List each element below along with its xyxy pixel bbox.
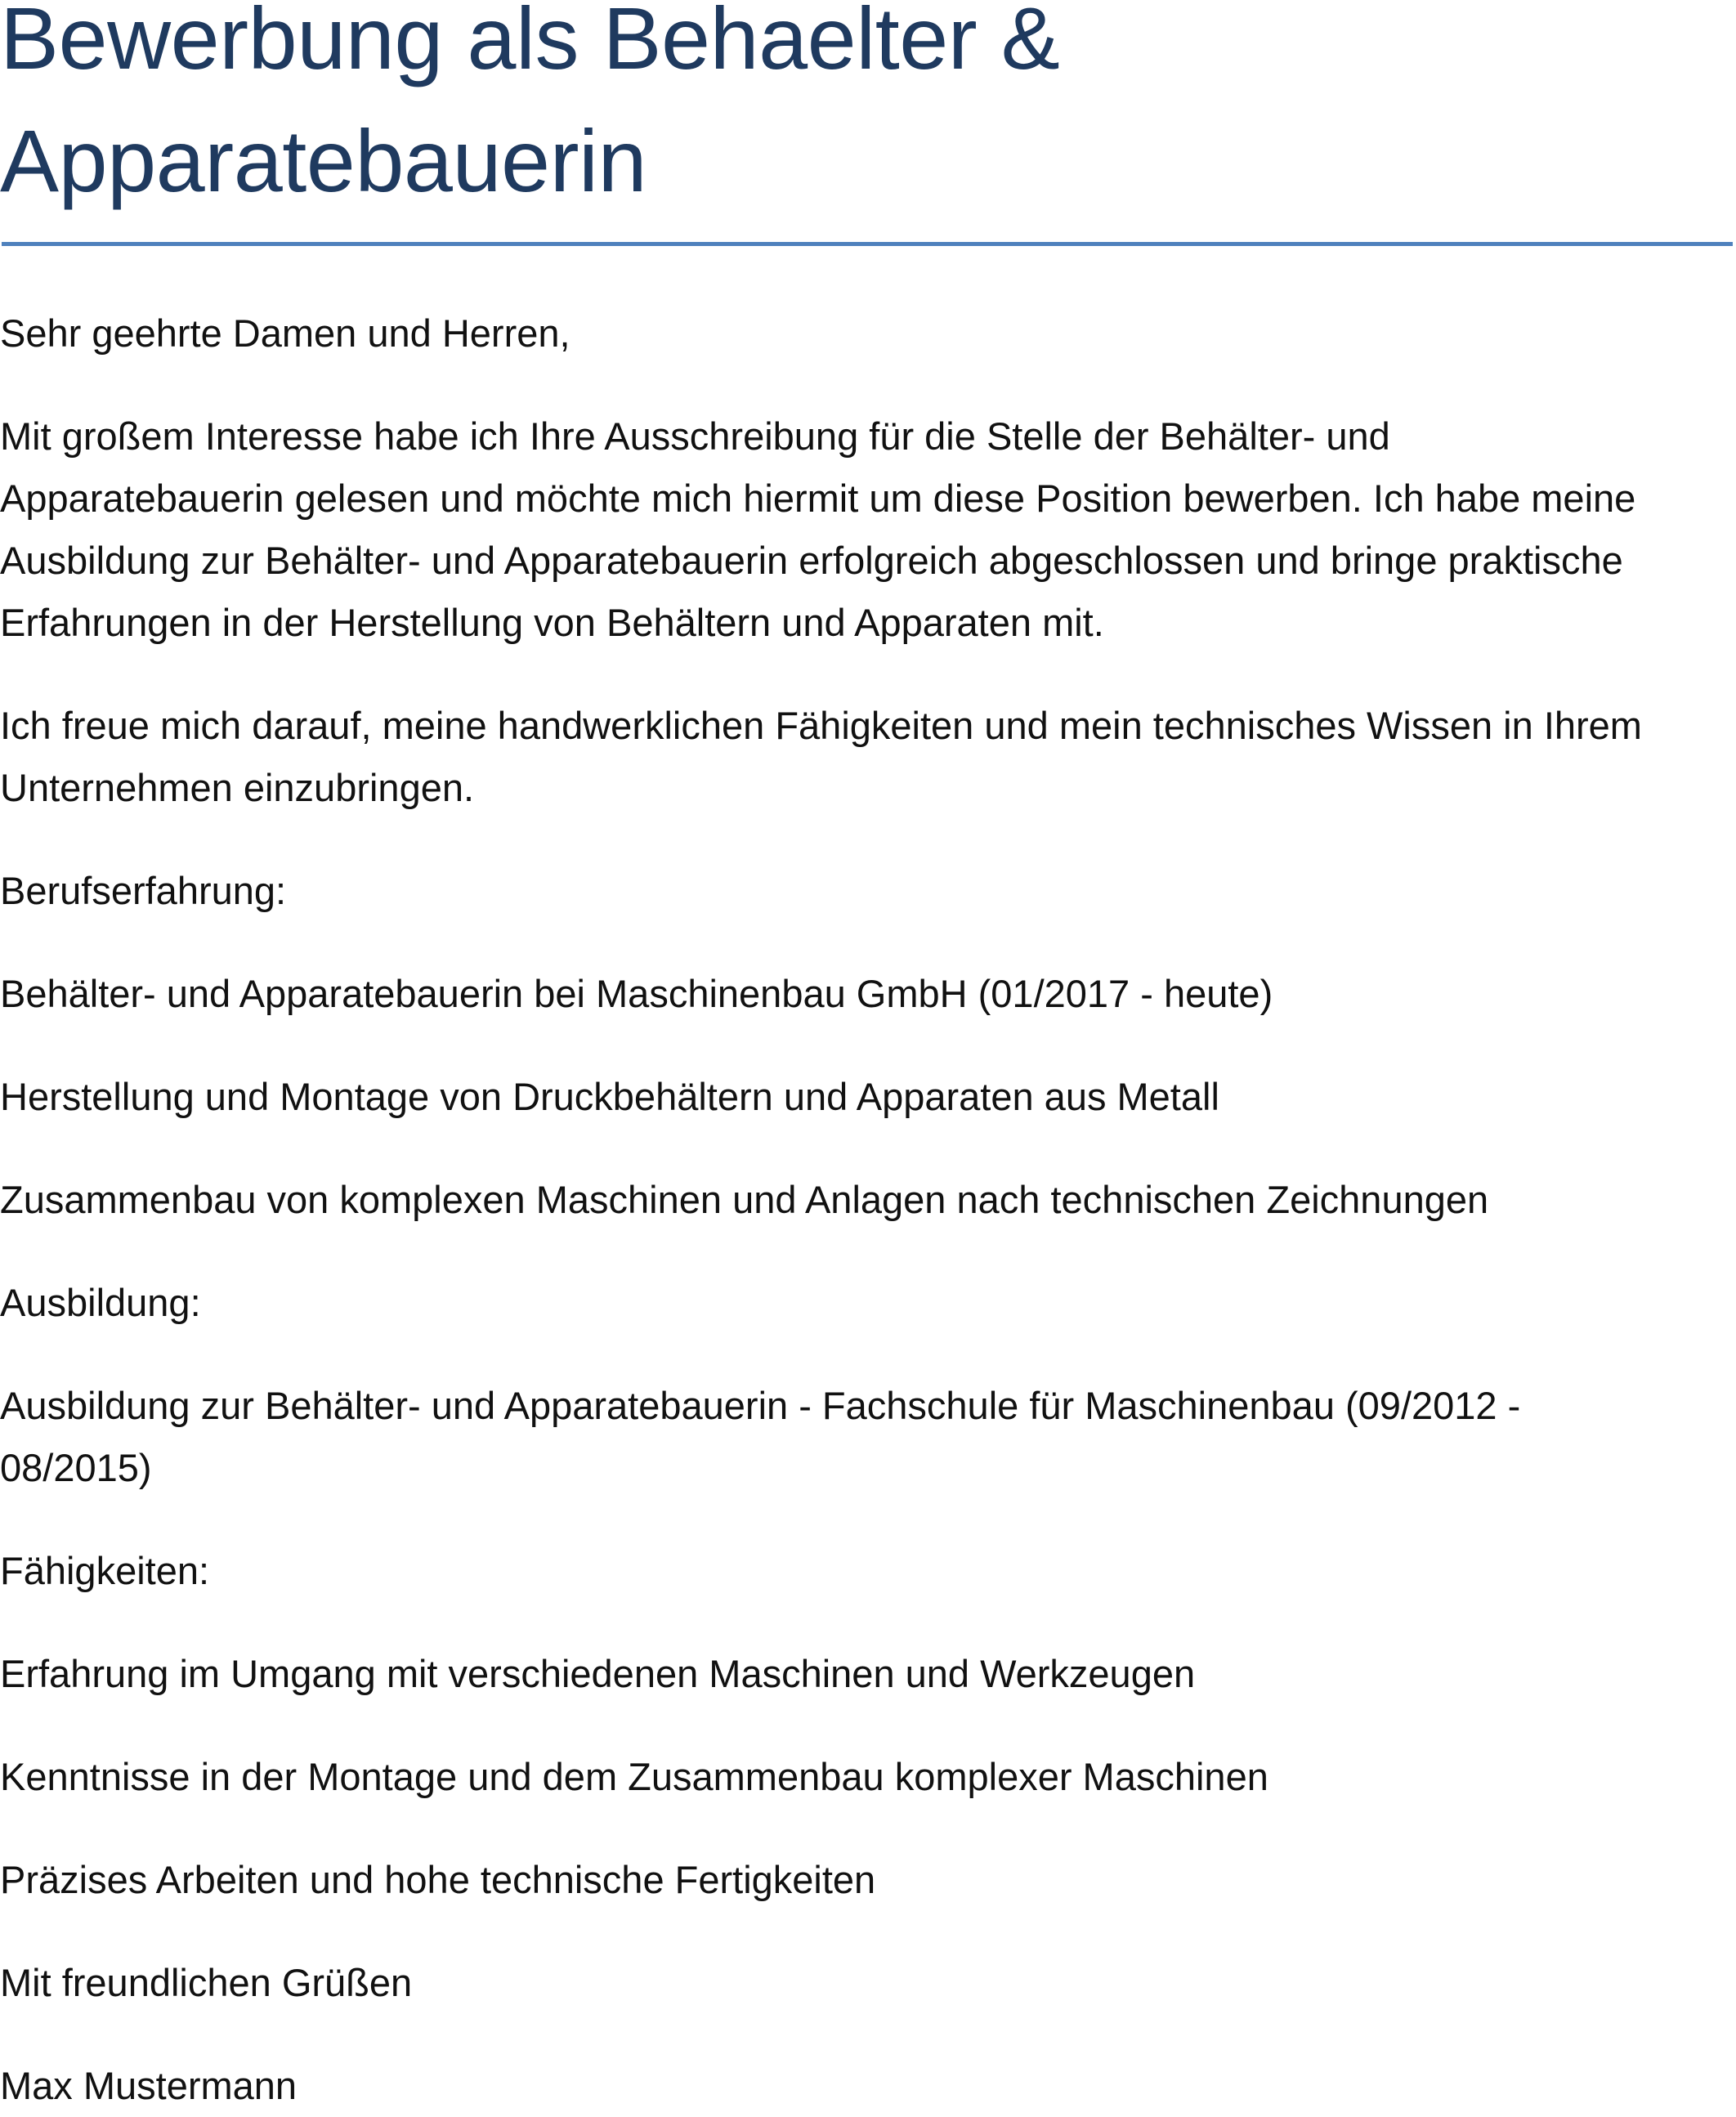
intro-line: Apparatebauerin gelesen und möchte mich hiermit um diese Position bewerben. Ich habe meine <box>0 477 1636 520</box>
closing: Mit freundlichen Grüßen <box>0 1961 413 2004</box>
skills-item: Präzises Arbeiten und hohe technische Fertigkeiten <box>0 1858 876 1901</box>
intro-paragraph <box>0 405 1736 654</box>
intro-line: Erfahrungen in der Herstellung von Behältern und Apparaten mit. <box>0 601 1104 644</box>
intro-line: Mit großem Interesse habe ich Ihre Ausschreibung für die Stelle der Behälter- und <box>0 414 1390 458</box>
letter-body <box>0 302 1736 2117</box>
motivation-line: Ich freue mich darauf, meine handwerklichen Fähigkeiten und mein technisches Wissen in Ihrem <box>0 704 1642 747</box>
motivation-line: Unternehmen einzubringen. <box>0 766 475 809</box>
education-line: 08/2015) <box>0 1446 152 1489</box>
experience-item: Herstellung und Montage von Druckbehältern und Apparaten aus Metall <box>0 1075 1219 1118</box>
experience-heading: Berufserfahrung: <box>0 869 287 912</box>
intro-line: Ausbildung zur Behälter- und Apparatebauerin erfolgreich abgeschlossen und bringe praktische <box>0 539 1623 582</box>
education-line: Ausbildung zur Behälter- und Apparatebauerin - Fachschule für Maschinenbau (09/2012 - <box>0 1384 1521 1427</box>
title-line-2: Apparatebauerin <box>0 111 647 210</box>
education-heading: Ausbildung: <box>0 1281 201 1324</box>
document-title <box>0 0 1736 222</box>
motivation-paragraph <box>0 695 1736 819</box>
experience-item: Behälter- und Apparatebauerin bei Maschinenbau GmbH (01/2017 - heute) <box>0 972 1273 1015</box>
education-item <box>0 1375 1736 1499</box>
title-underline-rule <box>2 242 1733 246</box>
signature-name: Max Mustermann <box>0 2064 298 2107</box>
salutation: Sehr geehrte Damen und Herren, <box>0 311 570 355</box>
experience-item: Zusammenbau von komplexen Maschinen und Anlagen nach technischen Zeichnungen <box>0 1178 1489 1221</box>
title-line-1: Bewerbung als Behaelter & <box>0 0 1060 87</box>
skills-item: Kenntnisse in der Montage und dem Zusammenbau komplexer Maschinen <box>0 1755 1268 1798</box>
skills-heading: Fähigkeiten: <box>0 1549 210 1592</box>
skills-item: Erfahrung im Umgang mit verschiedenen Maschinen und Werkzeugen <box>0 1652 1196 1695</box>
